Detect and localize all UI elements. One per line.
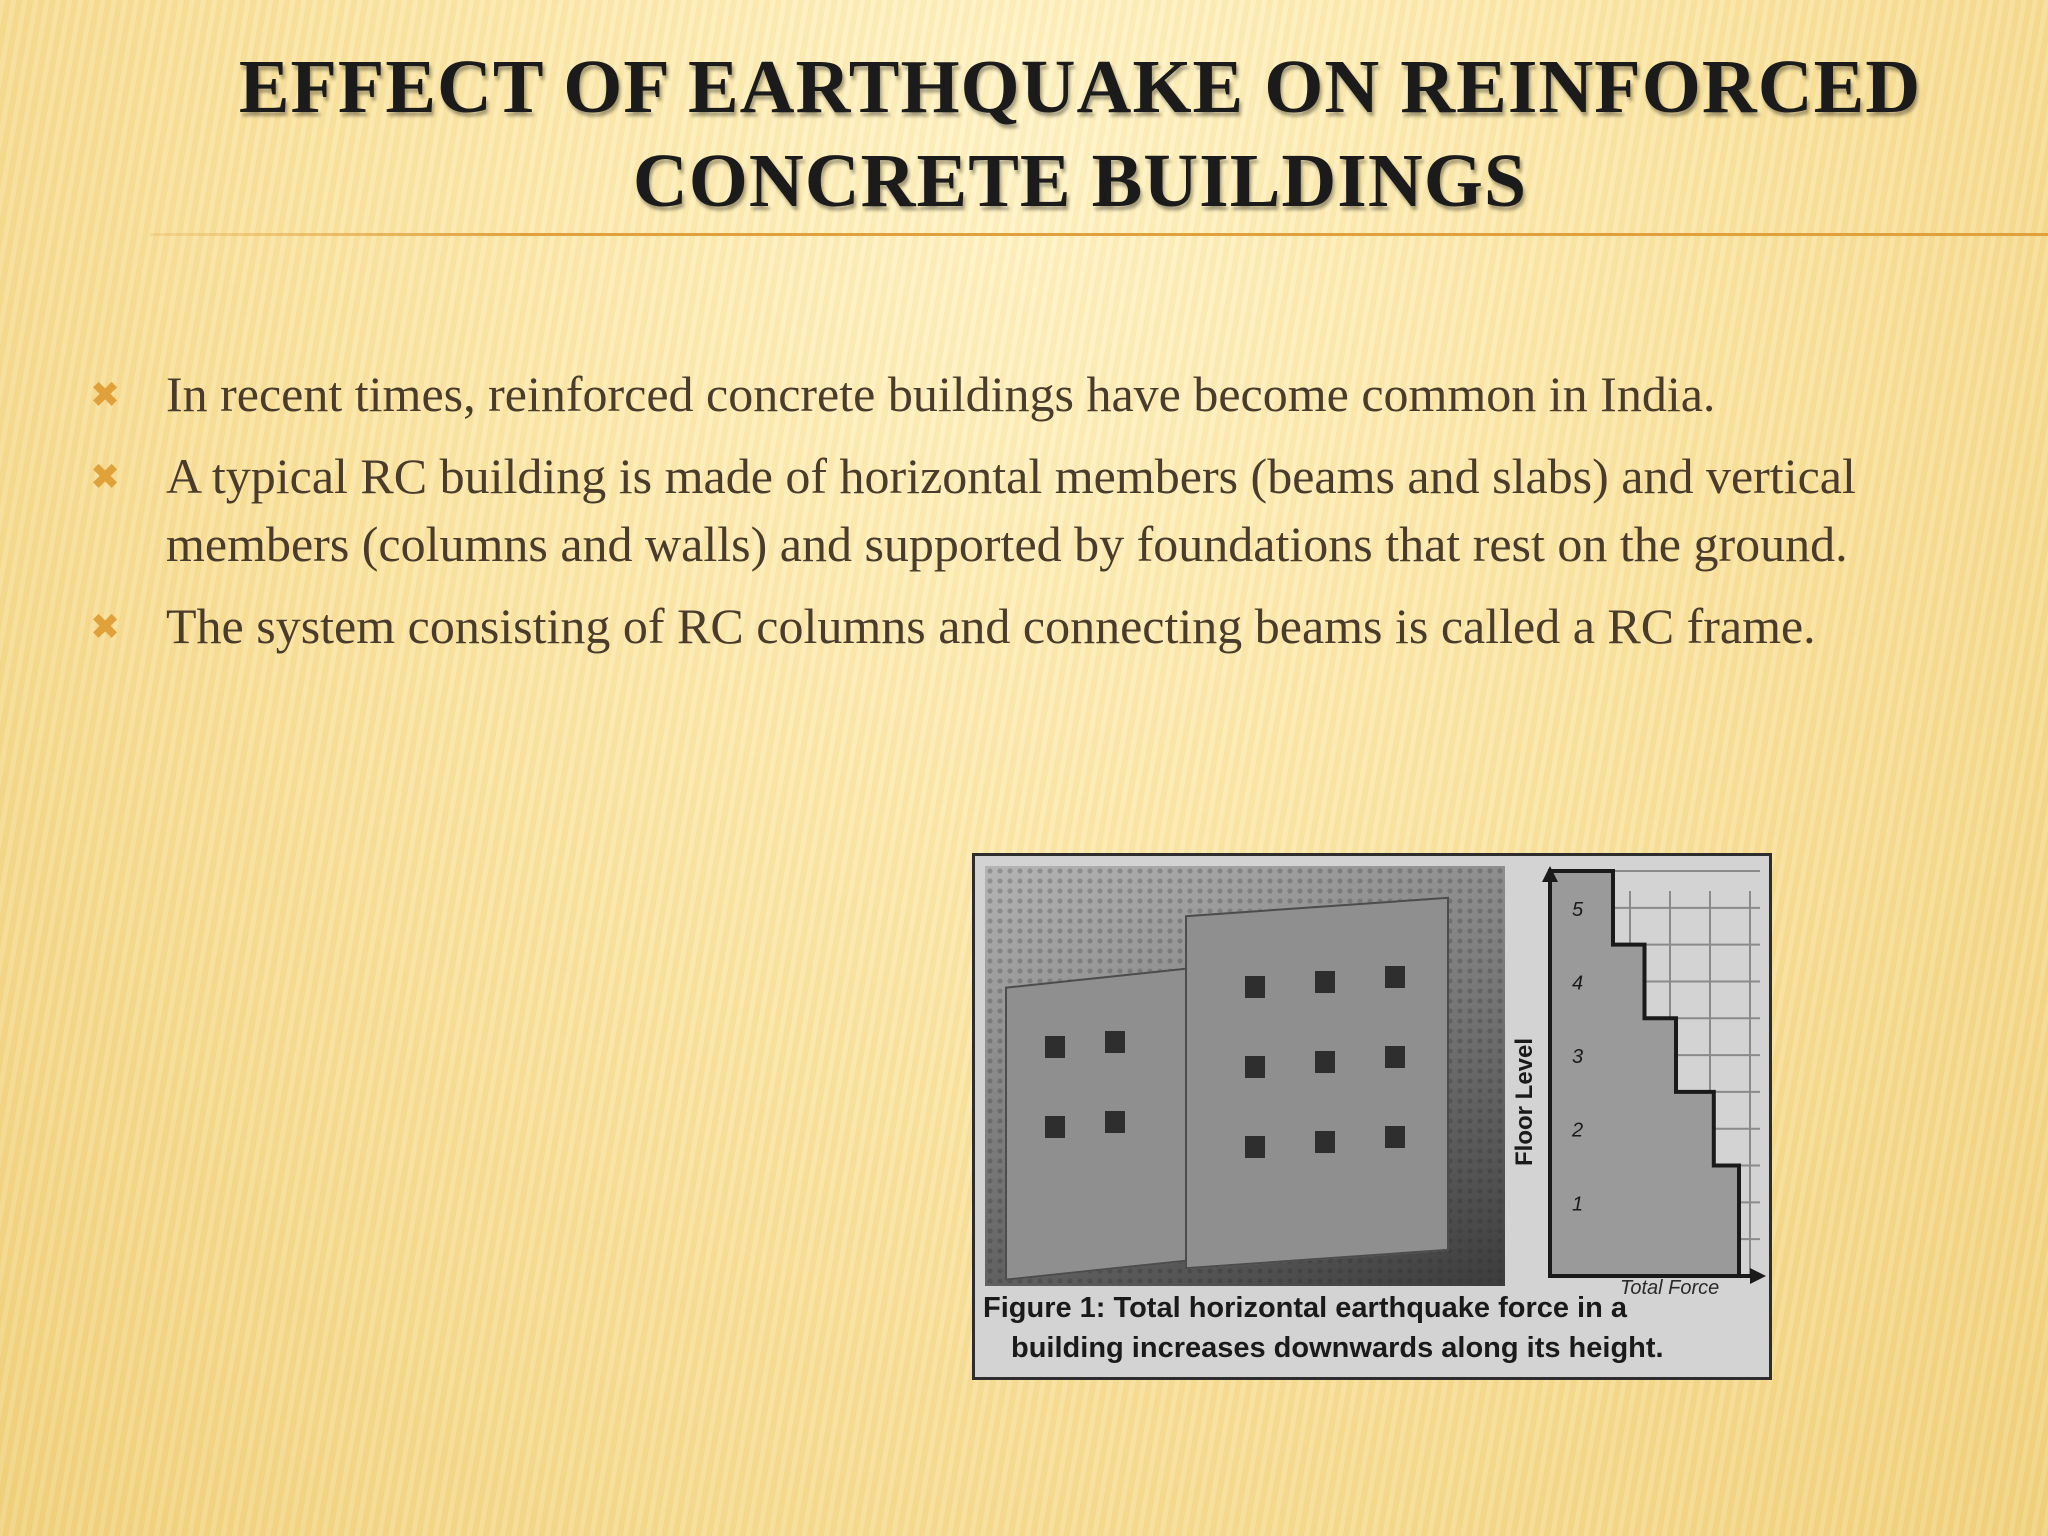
bullet-item (90, 592, 2010, 660)
bullet-text: In recent times, reinforced concrete buildings have become common in India. (166, 366, 1716, 422)
collapsed-building-photo (985, 866, 1505, 1286)
x-bullet-icon: ✖ (90, 607, 121, 648)
bullet-item (90, 360, 2010, 428)
floor-force-chart (1510, 866, 1768, 1296)
x-axis-arrow (1750, 1268, 1766, 1284)
x-bullet-icon: ✖ (90, 375, 121, 416)
title-divider (150, 233, 2048, 236)
y-axis-label: Floor Level (1511, 1037, 1538, 1166)
figure-caption (983, 1288, 1769, 1378)
y-tick-label: 4 (1572, 972, 1584, 995)
y-tick-label: 1 (1572, 1193, 1584, 1216)
slide-title (150, 40, 2010, 228)
y-tick-label: 3 (1572, 1046, 1584, 1069)
x-bullet-icon: ✖ (90, 457, 121, 498)
y-tick-label: 5 (1572, 898, 1584, 921)
caption-line-1: Figure 1: Total horizontal earthquake force in a (983, 1292, 1628, 1324)
bullet-text: A typical RC building is made of horizontal members (beams and slabs) and vertical members (columns and walls) and supported by foundations that rest on the ground. (166, 448, 1856, 572)
bullet-list (90, 360, 2010, 674)
caption-line-2: building increases downwards along its height. (1011, 1332, 1664, 1364)
title-line-2: CONCRETE BUILDINGS (632, 139, 1528, 223)
title-line-1: EFFECT OF EARTHQUAKE ON REINFORCED (238, 45, 1922, 129)
bullet-text: The system consisting of RC columns and connecting beams is called a RC frame. (166, 598, 1816, 654)
bullet-item (90, 442, 2010, 578)
y-tick-label: 2 (1572, 1119, 1584, 1142)
x-axis-label: Total Force (1620, 1277, 1720, 1296)
figure-image (972, 853, 1772, 1380)
